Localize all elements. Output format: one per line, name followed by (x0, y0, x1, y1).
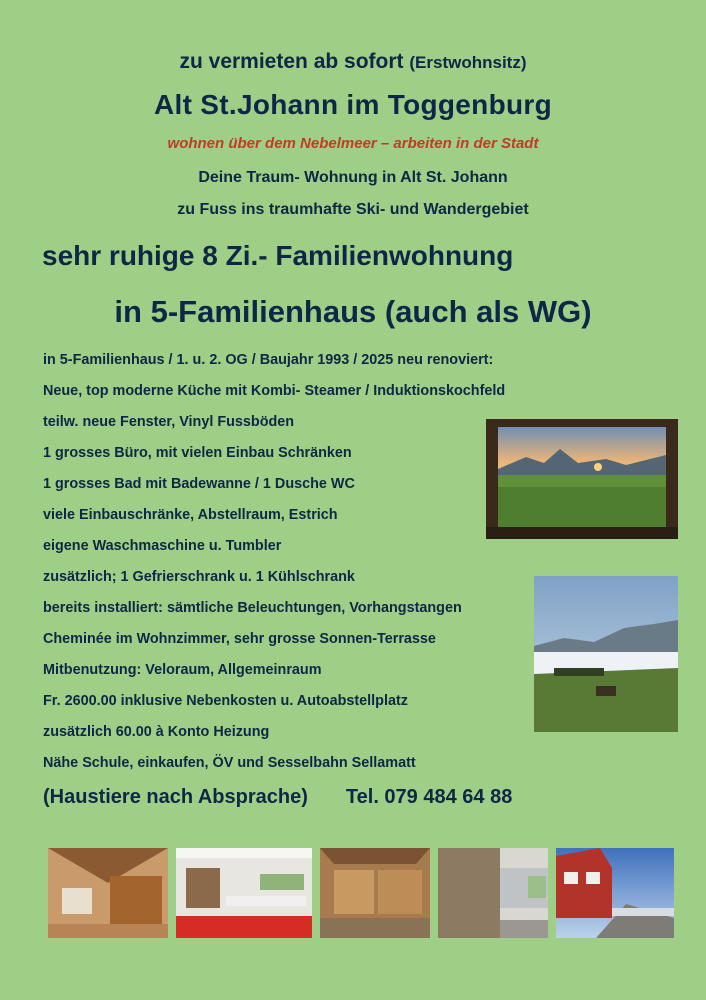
rental-notice-note: (Erstwohnsitz) (409, 53, 527, 72)
feature-item: teilw. neue Fenster, Vinyl Fussböden (43, 414, 295, 430)
photo-office (176, 848, 312, 938)
rental-notice-main: zu vermieten ab sofort (179, 50, 404, 73)
photo-window-view (486, 419, 678, 539)
location-title: Alt St.Johann im Toggenburg (154, 89, 552, 120)
contact-line (43, 786, 512, 809)
feature-item: 1 grosses Bad mit Badewanne / 1 Dusche WC (43, 476, 355, 492)
feature-item: viele Einbauschränke, Abstellraum, Estrich (43, 507, 338, 523)
subtitle-dream-apartment: Deine Traum- Wohnung in Alt St. Johann (198, 169, 508, 186)
feature-item: Mitbenutzung: Veloraum, Allgemeinraum (43, 662, 322, 678)
pets-note: (Haustiere nach Absprache) (43, 786, 308, 808)
feature-item: Neue, top moderne Küche mit Kombi- Steamer / Induktionskochfeld (43, 383, 506, 399)
feature-item: 1 grosses Büro, mit vielen Einbau Schränken (43, 445, 352, 461)
feature-list (43, 350, 505, 784)
phone-number[interactable]: Tel. 079 484 64 88 (345, 786, 513, 808)
rental-notice (0, 50, 706, 74)
feature-item: in 5-Familienhaus / 1. u. 2. OG / Baujahr 1993 / 2025 neu renoviert: (43, 352, 494, 368)
headline-house: in 5-Familienhaus (auch als WG) (114, 294, 592, 329)
subtitle-ski-area: zu Fuss ins traumhafte Ski- und Wandergebiet (177, 201, 529, 218)
headline-apartment: sehr ruhige 8 Zi.- Familienwohnung (42, 240, 514, 271)
feature-item: zusätzlich 60.00 à Konto Heizung (43, 724, 270, 740)
photo-house-exterior (556, 848, 674, 938)
feature-item: eigene Waschmaschine u. Tumbler (43, 538, 282, 554)
photo-fog-sea (534, 576, 678, 732)
photo-kitchen (438, 848, 548, 938)
feature-item: Cheminée im Wohnzimmer, sehr grosse Sonnen-Terrasse (43, 631, 436, 647)
photo-wood-room (320, 848, 430, 938)
feature-item: zusätzlich; 1 Gefrierschrank u. 1 Kühlschrank (43, 569, 355, 585)
feature-item: bereits installiert: sämtliche Beleuchtungen, Vorhangstangen (43, 600, 462, 616)
photo-attic-room (48, 848, 168, 938)
tagline: wohnen über dem Nebelmeer – arbeiten in der Stadt (167, 135, 539, 152)
feature-item: Nähe Schule, einkaufen, ÖV und Sesselbahn Sellamatt (43, 755, 416, 771)
feature-item: Fr. 2600.00 inklusive Nebenkosten u. Autoabstellplatz (43, 693, 408, 709)
